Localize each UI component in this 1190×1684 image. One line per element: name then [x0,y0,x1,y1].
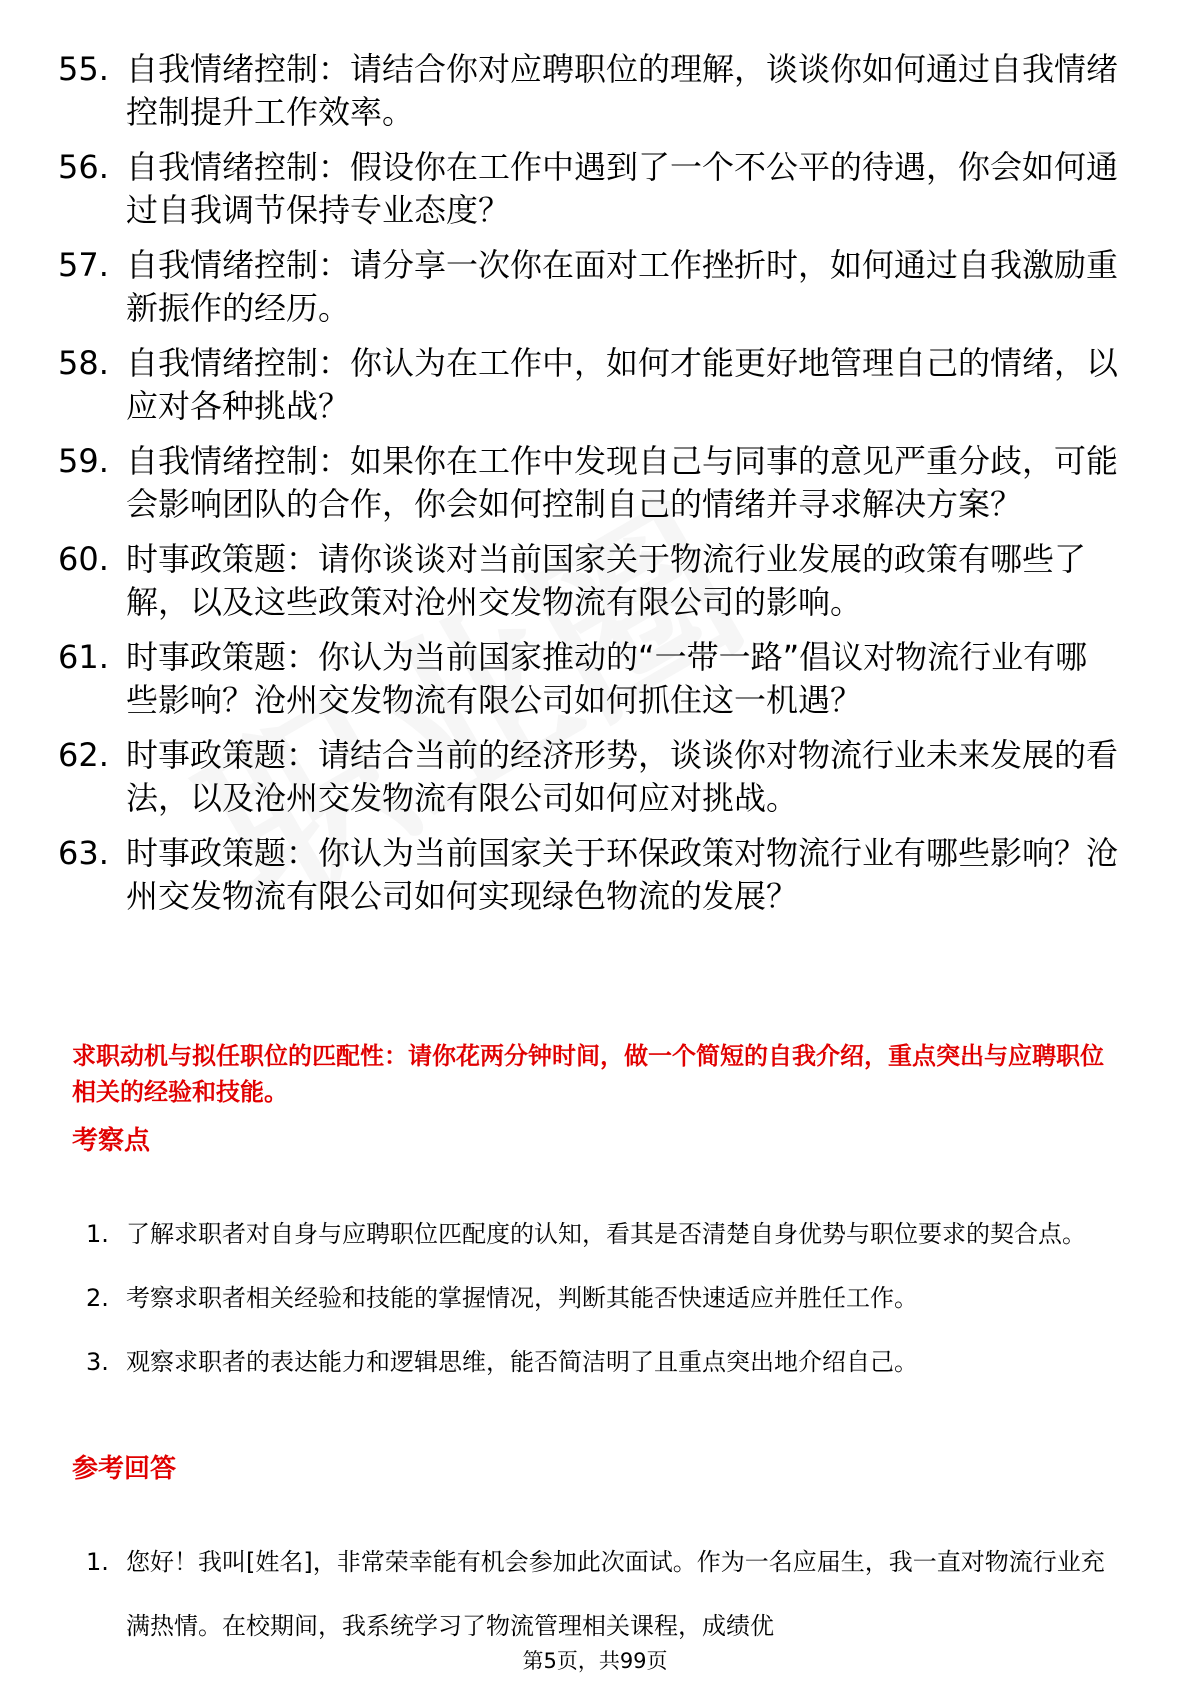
page-footer: 第5页，共99页 [522,1649,668,1673]
answer-list [86,1530,1126,1658]
question-number: 62. [58,736,109,774]
question-text: 时事政策题：请结合当前的经济形势，谈谈你对物流行业未来发展的看法，以及沧州交发物流有限公司如何应对挑战。 [126,736,1119,817]
question-text: 自我情绪控制：假设你在工作中遇到了一个不公平的待遇，你会如何通过自我调节保持专业态度？ [126,148,1119,229]
question-number: 59. [58,442,109,480]
list-item [86,1202,1126,1266]
question-number: 55. [58,50,109,88]
question-number: 61. [58,638,109,676]
list-item-number: 2. [86,1284,109,1312]
question-list [58,48,1118,930]
question-text: 自我情绪控制：如果你在工作中发现自己与同事的意见严重分歧，可能会影响团队的合作，你会如何控制自己的情绪并寻求解决方案？ [126,442,1119,523]
list-item-text: 您好！我叫[姓名]，非常荣幸能有机会参加此次面试。作为一名应届生，我一直对物流行业充满热情。在校期间，我系统学习了物流管理相关课程，成绩优 [126,1548,1105,1640]
question-item [58,636,1118,722]
list-item-text: 了解求职者对自身与应聘职位匹配度的认知，看其是否清楚自身优势与职位要求的契合点。 [126,1220,1086,1248]
list-item [86,1330,1126,1394]
question-number: 57. [58,246,109,284]
list-item-number: 1. [86,1548,109,1576]
list-item-text: 考察求职者相关经验和技能的掌握情况，判断其能否快速适应并胜任工作。 [126,1284,918,1312]
list-item [86,1266,1126,1330]
examination-heading: 考察点 [72,1126,151,1156]
question-text: 时事政策题：你认为当前国家关于环保政策对物流行业有哪些影响？沧州交发物流有限公司如何实现绿色物流的发展？ [126,834,1119,915]
question-number: 60. [58,540,109,578]
list-item [86,1530,1126,1658]
question-item [58,146,1118,232]
examination-points-list [86,1202,1126,1394]
list-item-number: 3. [86,1348,109,1376]
question-text: 自我情绪控制：请结合你对应聘职位的理解，谈谈你如何通过自我情绪控制提升工作效率。 [126,50,1119,131]
question-item [58,734,1118,820]
question-number: 58. [58,344,109,382]
list-item-number: 1. [86,1220,109,1248]
list-item-text: 观察求职者的表达能力和逻辑思维，能否简洁明了且重点突出地介绍自己。 [126,1348,918,1376]
question-text: 自我情绪控制：请分享一次你在面对工作挫折时，如何通过自我激励重新振作的经历。 [126,246,1119,327]
question-number: 63. [58,834,109,872]
question-item [58,342,1118,428]
question-text: 时事政策题：你认为当前国家推动的“一带一路”倡议对物流行业有哪些影响？沧州交发物流有限公司如何抓住这一机遇？ [126,638,1088,719]
question-item [58,538,1118,624]
section-title: 求职动机与拟任职位的匹配性：请你花两分钟时间，做一个简短的自我介绍，重点突出与应聘职位相关的经验和技能。 [72,1042,1104,1106]
question-item [58,244,1118,330]
question-number: 56. [58,148,109,186]
question-text: 自我情绪控制：你认为在工作中，如何才能更好地管理自己的情绪，以应对各种挑战？ [126,344,1119,425]
question-item [58,832,1118,918]
question-text: 时事政策题：请你谈谈对当前国家关于物流行业发展的政策有哪些了解，以及这些政策对沧州交发物流有限公司的影响。 [126,540,1087,621]
answer-heading: 参考回答 [72,1454,177,1484]
question-item [58,440,1118,526]
question-item [58,48,1118,134]
